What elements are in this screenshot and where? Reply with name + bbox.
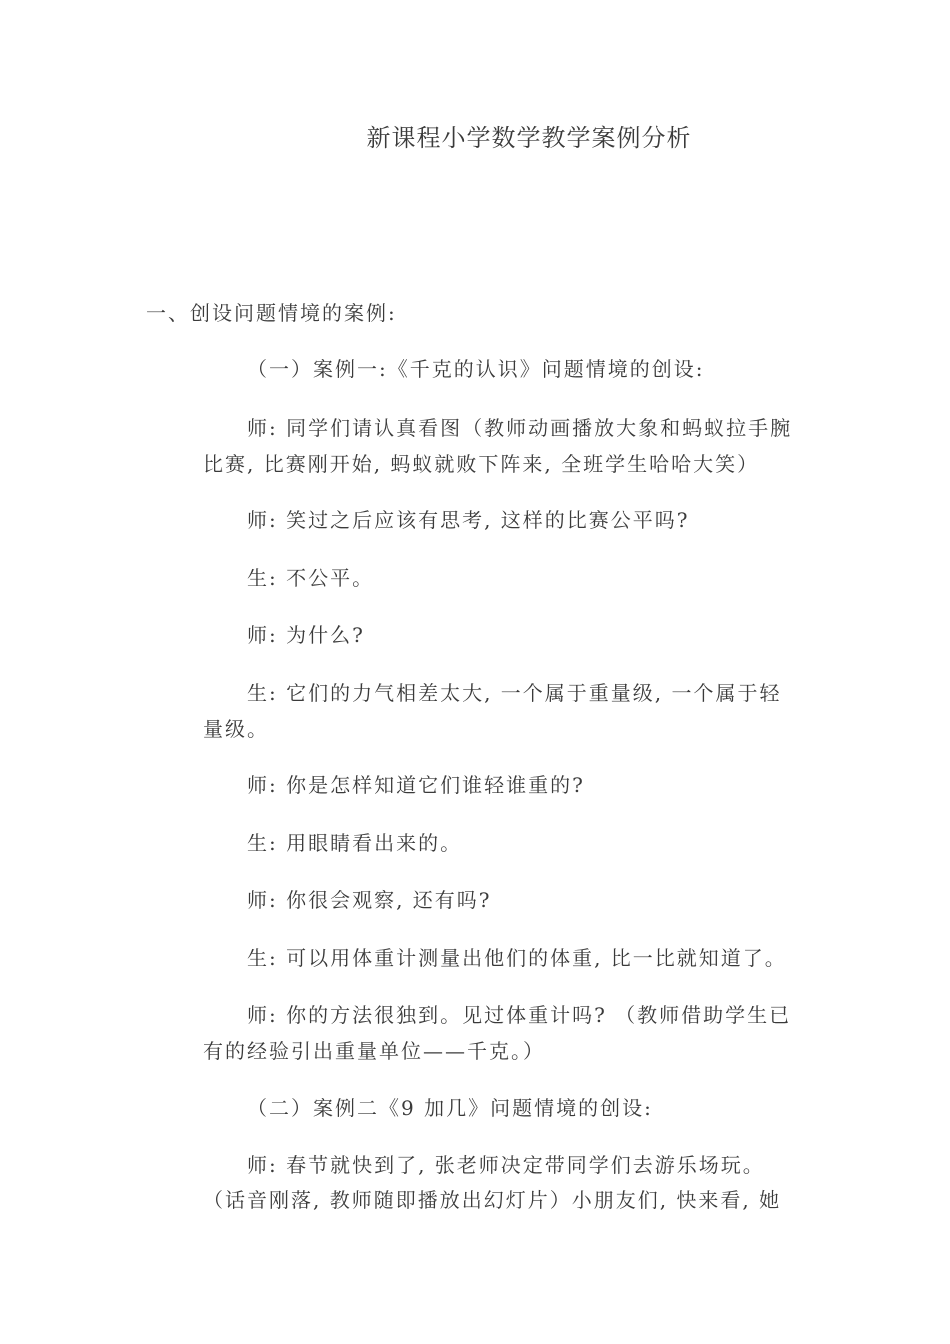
paragraph-line: 师: 笑过之后应该有思考, 这样的比赛公平吗? <box>247 508 690 532</box>
paragraph-line: 师: 你的方法很独到。见过体重计吗? （教师借助学生已 <box>247 1003 792 1027</box>
paragraph-line: 生: 不公平。 <box>247 566 375 590</box>
paragraph-line: 师: 你是怎样知道它们谁轻谁重的? <box>247 773 585 797</box>
page-title: 新课程小学数学教学案例分析 <box>366 124 692 152</box>
paragraph-line: 师: 同学们请认真看图（教师动画播放大象和蚂蚁拉手腕 <box>247 416 793 440</box>
paragraph-line: （话音刚落, 教师随即播放出幻灯片）小朋友们, 快来看, 她 <box>203 1188 782 1212</box>
paragraph-line: 师: 你很会观察, 还有吗? <box>247 888 492 912</box>
paragraph-line: 量级。 <box>203 717 269 741</box>
paragraph-line: 生: 用眼睛看出来的。 <box>247 831 463 855</box>
paragraph-line: 师: 为什么? <box>247 623 365 647</box>
paragraph-line: 有的经验引出重量单位——千克。） <box>203 1039 545 1063</box>
case1-heading: （一）案例一:《千克的认识》问题情境的创设: <box>247 357 705 381</box>
case2-heading: （二）案例二《9 加几》问题情境的创设: <box>247 1096 653 1120</box>
section-heading: 一、创设问题情境的案例: <box>146 301 397 325</box>
paragraph-line: 比赛, 比赛刚开始, 蚂蚁就败下阵来, 全班学生哈哈大笑） <box>203 452 760 476</box>
paragraph-line: 生: 可以用体重计测量出他们的体重, 比一比就知道了。 <box>247 946 787 970</box>
paragraph-line: 生: 它们的力气相差太大, 一个属于重量级, 一个属于轻 <box>247 681 782 705</box>
paragraph-line: 师: 春节就快到了, 张老师决定带同学们去游乐场玩。 <box>247 1153 765 1177</box>
